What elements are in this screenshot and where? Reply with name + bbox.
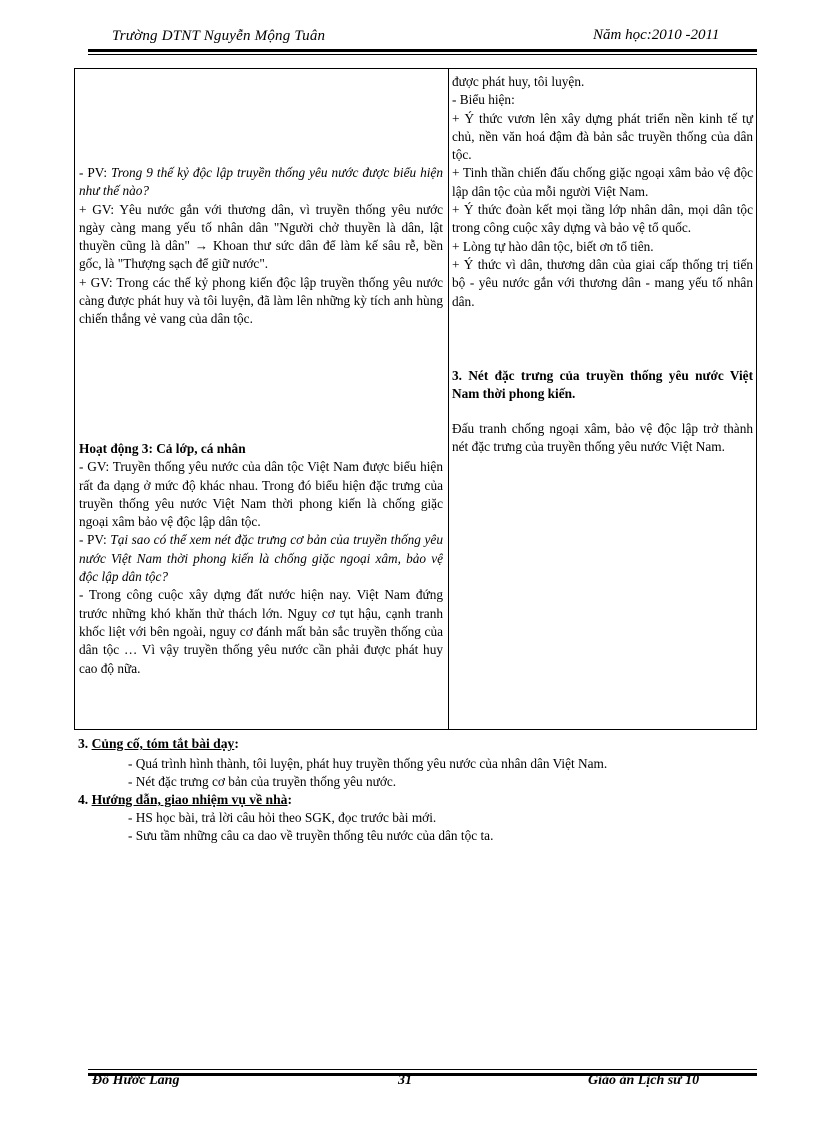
section-3-item-1: - Quá trình hình thành, tôi luyện, phát huy truyền thống yêu nước của nhân dân Việt Nam. [128,756,608,771]
content-line-2: - Biểu hiện: [452,92,515,108]
teacher-activity-part1 [79,164,443,329]
table-column-divider [448,68,449,730]
header-school-year: Năm học:2010 -2011 [593,27,720,43]
section-4-heading: 4. Hướng dẫn, giao nhiệm vụ về nhà: [78,792,292,807]
section-3-heading: 3. Củng cố, tóm tắt bài dạy: [78,736,239,751]
section-3-item-2: - Nét đặc trưng cơ bản của truyền thống yêu nước. [128,774,397,789]
question-pv2: - PV: Tại sao có thể xem nét đặc trưng cơ bản của truyền thống yêu nước Việt Nam thời phong kiến là chống giặc ngoại xâm, bảo vệ độc lập dân tộc? [79,532,443,585]
header-rule-thin [88,54,757,55]
header-school: Trường DTNT Nguyễn Mộng Tuân [112,28,326,44]
expression-item-4: + Lòng tự hào dân tộc, biết ơn tổ tiên. [452,238,654,254]
heading-3: 3. Nét đặc trưng của truyền thống yêu nước Việt Nam thời phong kiến. [452,368,753,402]
expression-item-1: + Ý thức vươn lên xây dựng phát triển nền kinh tế tự chủ, nền văn hoá đậm đà bản sắc truyền thống của dân tộc. [452,110,753,163]
gv-note-3: - GV: Truyền thống yêu nước của dân tộc Việt Nam được biểu hiện rất đa dạng ở mức độ khác nhau. Trong đó biểu hiện đặc trưng của truyền thống yêu nước Việt Nam thời phong kiến là chống giặc ngoại xâm bảo vệ độc lập dân tộc. [79,459,443,530]
activity-3-title: Hoạt động 3: Cả lớp, cá nhân [79,441,246,456]
gv-note-2: + GV: Trong các thế kỷ phong kiến độc lập truyền thống yêu nước càng được phát huy và tôi luyện, đã làm lên những kỳ tích anh hùng chiến thắng vẻ vang của dân tộc. [79,274,443,327]
expression-item-2: + Tinh thần chiến đấu chống giặc ngoại xâm bảo vệ độc lập dân tộc của mỗi người Việt Nam. [452,165,753,199]
section-4-item-2: - Sưu tầm những câu ca dao về truyền thống têu nước của dân tộc ta. [128,828,494,843]
expression-item-3: + Ý thức đoàn kết mọi tầng lớp nhân dân, mọi dân tộc trong công cuộc xây dựng và bảo vệ tổ quốc. [452,202,753,236]
question-pv1: - PV: Trong 9 thế kỷ độc lập truyền thống yêu nước được biểu hiện như thế nào? [79,165,443,199]
heading-3-paragraph: Đấu tranh chống ngoại xâm, bảo vệ độc lập trở thành nét đặc trưng của truyền thống yêu nước Việt Nam. [452,421,753,455]
footer-author: Đỗ Hước Lang [92,1073,180,1088]
header-rule-thick [88,49,757,52]
footer-subject: Giáo án Lịch sử 10 [588,1073,700,1088]
expression-item-5: + Ý thức vì dân, thương dân của giai cấp thống trị tiến bộ - yêu nước gắn với thương dân - mang yếu tố nhân dân. [452,256,753,309]
answer-text: - Trong công cuộc xây dựng đất nước hiện nay. Việt Nam đứng trước những khó khăn thử thách lớn. Nguy cơ tụt hậu, cạnh tranh khốc liệt với bên ngoài, nguy cơ đánh mất bản sắc truyền thống của dân tộc … Vì vậy truyền thống yêu nước cần phải được phát huy cao độ nữa. [79,587,443,676]
content-line-1: được phát huy, tôi luyện. [452,74,585,89]
section-4-item-1: - HS học bài, trả lời câu hỏi theo SGK, đọc trước bài mới. [128,810,437,825]
gv-note-1: + GV: Yêu nước gắn với thương dân, vì truyền thống yêu nước ngày càng mang yếu tố nhân dân "Người chở thuyền là dân, lật thuyền cũng là dân" → Khoan thư sức dân để làm kế sâu rễ, bền gốc, là "Thượng sạch để giữ nước". [79,201,443,272]
teacher-activity-part2 [79,440,443,678]
content-part1 [452,73,753,311]
footer-rule-thin [88,1069,757,1070]
footer-page-number: 31 [398,1073,412,1088]
